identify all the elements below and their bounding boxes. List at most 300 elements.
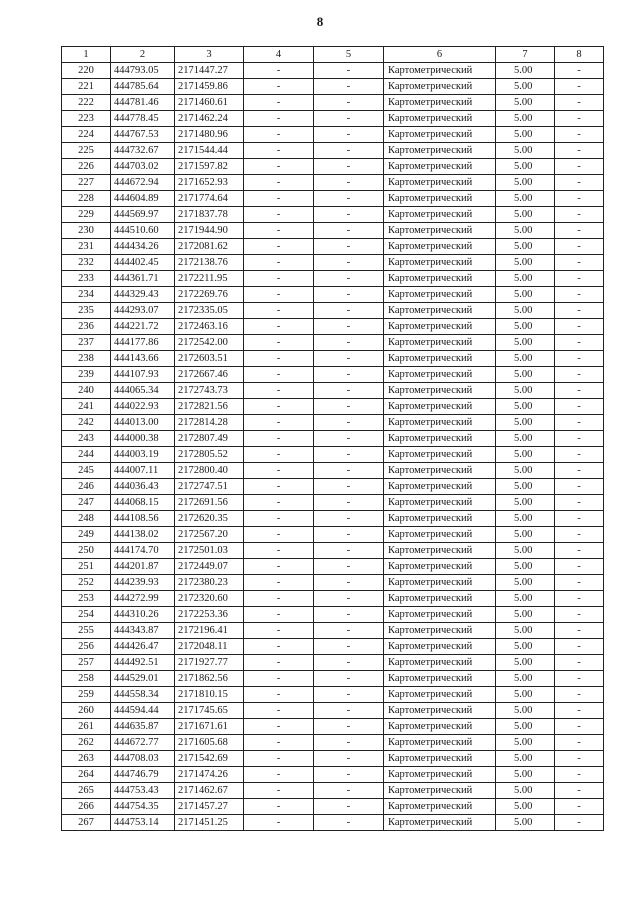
column-5-cell: -: [314, 495, 384, 511]
column-8-cell: -: [555, 623, 604, 639]
column-4-cell: -: [244, 223, 314, 239]
method-cell: Картометрический: [384, 735, 496, 751]
y-coordinate-cell: 2172335.05: [175, 303, 244, 319]
table-row: [62, 751, 604, 767]
method-cell: Картометрический: [384, 687, 496, 703]
method-cell: Картометрический: [384, 559, 496, 575]
column-4-cell: -: [244, 575, 314, 591]
y-coordinate-cell: 2171597.82: [175, 159, 244, 175]
x-coordinate-cell: 444510.60: [111, 223, 175, 239]
column-5-cell: -: [314, 431, 384, 447]
method-cell: Картометрический: [384, 207, 496, 223]
column-5-cell: -: [314, 175, 384, 191]
point-number-cell: 244: [62, 447, 111, 463]
point-number-cell: 227: [62, 175, 111, 191]
column-8-cell: -: [555, 703, 604, 719]
accuracy-cell: 5.00: [496, 767, 555, 783]
x-coordinate-cell: 444402.45: [111, 255, 175, 271]
point-number-cell: 264: [62, 767, 111, 783]
column-8-cell: -: [555, 463, 604, 479]
y-coordinate-cell: 2171837.78: [175, 207, 244, 223]
x-coordinate-cell: 444013.00: [111, 415, 175, 431]
accuracy-cell: 5.00: [496, 671, 555, 687]
column-8-cell: -: [555, 287, 604, 303]
column-4-cell: -: [244, 719, 314, 735]
table-row: [62, 495, 604, 511]
y-coordinate-cell: 2172196.41: [175, 623, 244, 639]
column-8-cell: -: [555, 671, 604, 687]
accuracy-cell: 5.00: [496, 95, 555, 111]
accuracy-cell: 5.00: [496, 223, 555, 239]
column-5-cell: -: [314, 447, 384, 463]
point-number-cell: 266: [62, 799, 111, 815]
column-4-cell: -: [244, 767, 314, 783]
y-coordinate-cell: 2171605.68: [175, 735, 244, 751]
column-8-cell: -: [555, 591, 604, 607]
y-coordinate-cell: 2171447.27: [175, 63, 244, 79]
method-cell: Картометрический: [384, 463, 496, 479]
y-coordinate-cell: 2172567.20: [175, 527, 244, 543]
method-cell: Картометрический: [384, 335, 496, 351]
method-cell: Картометрический: [384, 287, 496, 303]
accuracy-cell: 5.00: [496, 367, 555, 383]
y-coordinate-cell: 2172501.03: [175, 543, 244, 559]
column-4-cell: -: [244, 383, 314, 399]
method-cell: Картометрический: [384, 591, 496, 607]
table-row: [62, 815, 604, 831]
column-8-cell: -: [555, 127, 604, 143]
method-cell: Картометрический: [384, 367, 496, 383]
y-coordinate-cell: 2172603.51: [175, 351, 244, 367]
point-number-cell: 265: [62, 783, 111, 799]
table-row: [62, 623, 604, 639]
x-coordinate-cell: 444293.07: [111, 303, 175, 319]
column-8-cell: -: [555, 239, 604, 255]
column-5-cell: -: [314, 559, 384, 575]
y-coordinate-cell: 2172691.56: [175, 495, 244, 511]
method-cell: Картометрический: [384, 239, 496, 255]
column-5-cell: -: [314, 79, 384, 95]
column-5-cell: -: [314, 95, 384, 111]
method-cell: Картометрический: [384, 511, 496, 527]
table-row: [62, 799, 604, 815]
accuracy-cell: 5.00: [496, 431, 555, 447]
column-5-cell: -: [314, 591, 384, 607]
table-row: [62, 399, 604, 415]
point-number-cell: 261: [62, 719, 111, 735]
x-coordinate-cell: 444558.34: [111, 687, 175, 703]
y-coordinate-cell: 2171451.25: [175, 815, 244, 831]
accuracy-cell: 5.00: [496, 319, 555, 335]
table-row: [62, 479, 604, 495]
x-coordinate-cell: 444492.51: [111, 655, 175, 671]
column-8-cell: -: [555, 735, 604, 751]
column-8-cell: -: [555, 335, 604, 351]
x-coordinate-cell: 444708.03: [111, 751, 175, 767]
column-8-cell: -: [555, 767, 604, 783]
x-coordinate-cell: 444793.05: [111, 63, 175, 79]
table-row: [62, 559, 604, 575]
column-5-cell: -: [314, 815, 384, 831]
column-5-cell: -: [314, 255, 384, 271]
x-coordinate-cell: 444143.66: [111, 351, 175, 367]
column-5-cell: -: [314, 799, 384, 815]
table-row: [62, 303, 604, 319]
point-number-cell: 236: [62, 319, 111, 335]
y-coordinate-cell: 2171774.64: [175, 191, 244, 207]
accuracy-cell: 5.00: [496, 383, 555, 399]
x-coordinate-cell: 444703.02: [111, 159, 175, 175]
column-8-cell: -: [555, 207, 604, 223]
x-coordinate-cell: 444778.45: [111, 111, 175, 127]
table-row: [62, 463, 604, 479]
method-cell: Картометрический: [384, 623, 496, 639]
accuracy-cell: 5.00: [496, 463, 555, 479]
y-coordinate-cell: 2171480.96: [175, 127, 244, 143]
x-coordinate-cell: 444022.93: [111, 399, 175, 415]
accuracy-cell: 5.00: [496, 639, 555, 655]
column-5-cell: -: [314, 159, 384, 175]
method-cell: Картометрический: [384, 271, 496, 287]
point-number-cell: 225: [62, 143, 111, 159]
table-row: [62, 575, 604, 591]
point-number-cell: 253: [62, 591, 111, 607]
column-8-cell: -: [555, 63, 604, 79]
table-row: [62, 735, 604, 751]
x-coordinate-cell: 444343.87: [111, 623, 175, 639]
accuracy-cell: 5.00: [496, 559, 555, 575]
column-8-cell: -: [555, 303, 604, 319]
accuracy-cell: 5.00: [496, 799, 555, 815]
y-coordinate-cell: 2172667.46: [175, 367, 244, 383]
column-5-cell: -: [314, 271, 384, 287]
header-cell: 3: [175, 47, 244, 63]
table-row: [62, 335, 604, 351]
x-coordinate-cell: 444753.43: [111, 783, 175, 799]
x-coordinate-cell: 444108.56: [111, 511, 175, 527]
table-row: [62, 687, 604, 703]
method-cell: Картометрический: [384, 767, 496, 783]
y-coordinate-cell: 2171745.65: [175, 703, 244, 719]
y-coordinate-cell: 2172814.28: [175, 415, 244, 431]
method-cell: Картометрический: [384, 479, 496, 495]
header-cell: 2: [111, 47, 175, 63]
column-4-cell: -: [244, 479, 314, 495]
header-cell: 6: [384, 47, 496, 63]
y-coordinate-cell: 2171944.90: [175, 223, 244, 239]
method-cell: Картометрический: [384, 655, 496, 671]
point-number-cell: 257: [62, 655, 111, 671]
column-4-cell: -: [244, 127, 314, 143]
y-coordinate-cell: 2172380.23: [175, 575, 244, 591]
method-cell: Картометрический: [384, 751, 496, 767]
accuracy-cell: 5.00: [496, 415, 555, 431]
column-4-cell: -: [244, 671, 314, 687]
point-number-cell: 245: [62, 463, 111, 479]
y-coordinate-cell: 2172211.95: [175, 271, 244, 287]
column-8-cell: -: [555, 191, 604, 207]
y-coordinate-cell: 2172800.40: [175, 463, 244, 479]
column-4-cell: -: [244, 623, 314, 639]
point-number-cell: 246: [62, 479, 111, 495]
column-4-cell: -: [244, 655, 314, 671]
accuracy-cell: 5.00: [496, 303, 555, 319]
x-coordinate-cell: 444361.71: [111, 271, 175, 287]
x-coordinate-cell: 444138.02: [111, 527, 175, 543]
table-row: [62, 271, 604, 287]
x-coordinate-cell: 444434.26: [111, 239, 175, 255]
accuracy-cell: 5.00: [496, 815, 555, 831]
table-row: [62, 639, 604, 655]
column-5-cell: -: [314, 639, 384, 655]
method-cell: Картометрический: [384, 607, 496, 623]
y-coordinate-cell: 2171462.67: [175, 783, 244, 799]
header-cell: 5: [314, 47, 384, 63]
column-5-cell: -: [314, 687, 384, 703]
y-coordinate-cell: 2171862.56: [175, 671, 244, 687]
x-coordinate-cell: 444310.26: [111, 607, 175, 623]
page-number: 8: [316, 14, 324, 29]
accuracy-cell: 5.00: [496, 447, 555, 463]
y-coordinate-cell: 2171459.86: [175, 79, 244, 95]
column-5-cell: -: [314, 479, 384, 495]
method-cell: Картометрический: [384, 671, 496, 687]
column-5-cell: -: [314, 191, 384, 207]
table-row: [62, 159, 604, 175]
method-cell: Картометрический: [384, 543, 496, 559]
x-coordinate-cell: 444767.53: [111, 127, 175, 143]
accuracy-cell: 5.00: [496, 239, 555, 255]
column-8-cell: -: [555, 79, 604, 95]
accuracy-cell: 5.00: [496, 479, 555, 495]
column-4-cell: -: [244, 687, 314, 703]
column-4-cell: -: [244, 143, 314, 159]
x-coordinate-cell: 444201.87: [111, 559, 175, 575]
column-4-cell: -: [244, 111, 314, 127]
method-cell: Картометрический: [384, 319, 496, 335]
table-row: [62, 207, 604, 223]
accuracy-cell: 5.00: [496, 399, 555, 415]
column-8-cell: -: [555, 447, 604, 463]
y-coordinate-cell: 2172620.35: [175, 511, 244, 527]
column-8-cell: -: [555, 687, 604, 703]
x-coordinate-cell: 444007.11: [111, 463, 175, 479]
point-number-cell: 228: [62, 191, 111, 207]
x-coordinate-cell: 444672.94: [111, 175, 175, 191]
accuracy-cell: 5.00: [496, 527, 555, 543]
table-body: [62, 63, 604, 831]
x-coordinate-cell: 444239.93: [111, 575, 175, 591]
point-number-cell: 231: [62, 239, 111, 255]
accuracy-cell: 5.00: [496, 191, 555, 207]
x-coordinate-cell: 444604.89: [111, 191, 175, 207]
column-5-cell: -: [314, 543, 384, 559]
table-row: [62, 319, 604, 335]
point-number-cell: 259: [62, 687, 111, 703]
method-cell: Картометрический: [384, 527, 496, 543]
column-8-cell: -: [555, 511, 604, 527]
table-row: [62, 671, 604, 687]
column-4-cell: -: [244, 783, 314, 799]
column-5-cell: -: [314, 223, 384, 239]
y-coordinate-cell: 2172747.51: [175, 479, 244, 495]
accuracy-cell: 5.00: [496, 79, 555, 95]
table-row: [62, 543, 604, 559]
column-8-cell: -: [555, 143, 604, 159]
accuracy-cell: 5.00: [496, 335, 555, 351]
column-4-cell: -: [244, 431, 314, 447]
accuracy-cell: 5.00: [496, 687, 555, 703]
table-row: [62, 287, 604, 303]
x-coordinate-cell: 444785.64: [111, 79, 175, 95]
y-coordinate-cell: 2172807.49: [175, 431, 244, 447]
accuracy-cell: 5.00: [496, 655, 555, 671]
point-number-cell: 256: [62, 639, 111, 655]
column-8-cell: -: [555, 799, 604, 815]
point-number-cell: 263: [62, 751, 111, 767]
x-coordinate-cell: 444753.14: [111, 815, 175, 831]
method-cell: Картометрический: [384, 447, 496, 463]
method-cell: Картометрический: [384, 495, 496, 511]
point-number-cell: 232: [62, 255, 111, 271]
column-4-cell: -: [244, 303, 314, 319]
column-5-cell: -: [314, 511, 384, 527]
point-number-cell: 241: [62, 399, 111, 415]
table-row: [62, 175, 604, 191]
accuracy-cell: 5.00: [496, 111, 555, 127]
column-5-cell: -: [314, 63, 384, 79]
column-5-cell: -: [314, 783, 384, 799]
header-cell: 1: [62, 47, 111, 63]
method-cell: Картометрический: [384, 223, 496, 239]
y-coordinate-cell: 2172320.60: [175, 591, 244, 607]
table-row: [62, 367, 604, 383]
point-number-cell: 239: [62, 367, 111, 383]
point-number-cell: 258: [62, 671, 111, 687]
column-5-cell: -: [314, 671, 384, 687]
table-row: [62, 767, 604, 783]
x-coordinate-cell: 444036.43: [111, 479, 175, 495]
x-coordinate-cell: 444068.15: [111, 495, 175, 511]
column-4-cell: -: [244, 239, 314, 255]
table-row: [62, 607, 604, 623]
accuracy-cell: 5.00: [496, 175, 555, 191]
y-coordinate-cell: 2172805.52: [175, 447, 244, 463]
column-8-cell: -: [555, 95, 604, 111]
column-4-cell: -: [244, 703, 314, 719]
column-5-cell: -: [314, 415, 384, 431]
column-5-cell: -: [314, 575, 384, 591]
column-4-cell: -: [244, 495, 314, 511]
table-row: [62, 511, 604, 527]
x-coordinate-cell: 444003.19: [111, 447, 175, 463]
accuracy-cell: 5.00: [496, 543, 555, 559]
method-cell: Картометрический: [384, 415, 496, 431]
column-4-cell: -: [244, 175, 314, 191]
column-5-cell: -: [314, 351, 384, 367]
column-4-cell: -: [244, 159, 314, 175]
table-row: [62, 719, 604, 735]
point-number-cell: 234: [62, 287, 111, 303]
x-coordinate-cell: 444272.99: [111, 591, 175, 607]
y-coordinate-cell: 2172821.56: [175, 399, 244, 415]
column-4-cell: -: [244, 463, 314, 479]
method-cell: Картометрический: [384, 143, 496, 159]
column-4-cell: -: [244, 639, 314, 655]
column-4-cell: -: [244, 543, 314, 559]
table-row: [62, 527, 604, 543]
point-number-cell: 221: [62, 79, 111, 95]
column-8-cell: -: [555, 383, 604, 399]
y-coordinate-cell: 2171671.61: [175, 719, 244, 735]
x-coordinate-cell: 444672.77: [111, 735, 175, 751]
accuracy-cell: 5.00: [496, 735, 555, 751]
column-8-cell: -: [555, 159, 604, 175]
point-number-cell: 222: [62, 95, 111, 111]
column-8-cell: -: [555, 319, 604, 335]
point-number-cell: 237: [62, 335, 111, 351]
header-cell: 8: [555, 47, 604, 63]
x-coordinate-cell: 444174.70: [111, 543, 175, 559]
accuracy-cell: 5.00: [496, 511, 555, 527]
method-cell: Картометрический: [384, 303, 496, 319]
column-8-cell: -: [555, 783, 604, 799]
method-cell: Картометрический: [384, 431, 496, 447]
point-number-cell: 249: [62, 527, 111, 543]
table-row: [62, 447, 604, 463]
column-4-cell: -: [244, 271, 314, 287]
column-5-cell: -: [314, 367, 384, 383]
point-number-cell: 255: [62, 623, 111, 639]
accuracy-cell: 5.00: [496, 575, 555, 591]
column-4-cell: -: [244, 447, 314, 463]
coordinates-table: [61, 46, 604, 831]
table-row: [62, 383, 604, 399]
column-8-cell: -: [555, 175, 604, 191]
column-8-cell: -: [555, 271, 604, 287]
table-row: [62, 255, 604, 271]
accuracy-cell: 5.00: [496, 255, 555, 271]
column-5-cell: -: [314, 463, 384, 479]
column-5-cell: -: [314, 303, 384, 319]
column-5-cell: -: [314, 751, 384, 767]
point-number-cell: 248: [62, 511, 111, 527]
y-coordinate-cell: 2172048.11: [175, 639, 244, 655]
method-cell: Картометрический: [384, 255, 496, 271]
point-number-cell: 238: [62, 351, 111, 367]
table-row: [62, 79, 604, 95]
column-8-cell: -: [555, 415, 604, 431]
y-coordinate-cell: 2171927.77: [175, 655, 244, 671]
column-4-cell: -: [244, 191, 314, 207]
accuracy-cell: 5.00: [496, 591, 555, 607]
column-8-cell: -: [555, 255, 604, 271]
y-coordinate-cell: 2172138.76: [175, 255, 244, 271]
column-5-cell: -: [314, 319, 384, 335]
table-row: [62, 591, 604, 607]
x-coordinate-cell: 444754.35: [111, 799, 175, 815]
column-4-cell: -: [244, 335, 314, 351]
table-row: [62, 111, 604, 127]
y-coordinate-cell: 2171474.26: [175, 767, 244, 783]
column-8-cell: -: [555, 399, 604, 415]
x-coordinate-cell: 444107.93: [111, 367, 175, 383]
column-8-cell: -: [555, 495, 604, 511]
column-8-cell: -: [555, 655, 604, 671]
point-number-cell: 235: [62, 303, 111, 319]
accuracy-cell: 5.00: [496, 703, 555, 719]
method-cell: Картометрический: [384, 575, 496, 591]
